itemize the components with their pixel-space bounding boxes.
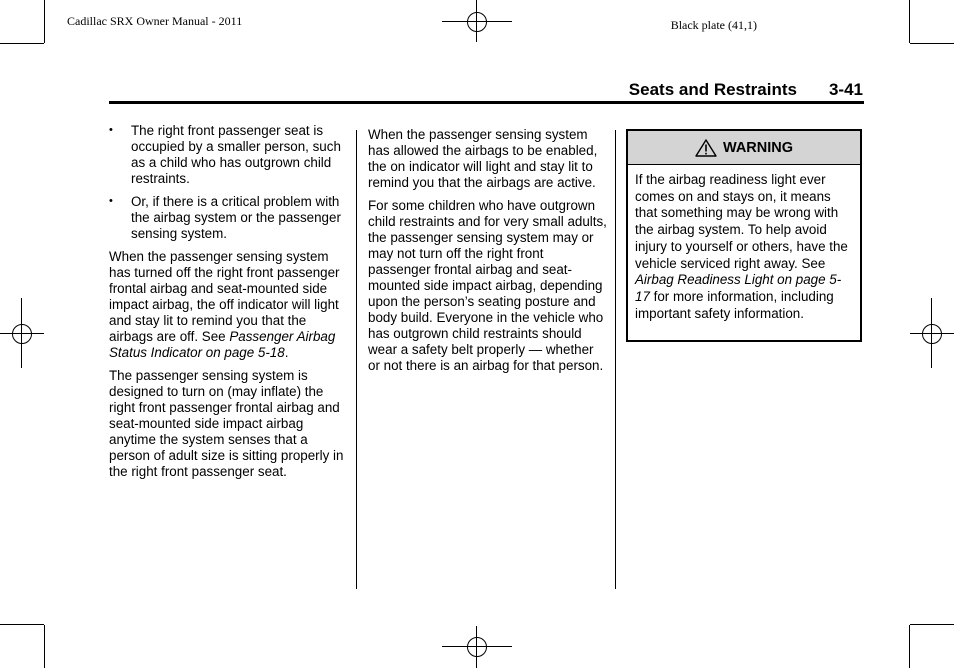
paragraph: For some children who have outgrown child restraints and for very small adults, the passenger sensing system may or may not turn off the right front passenger frontal airbag and seat-mounted side impact airbag, depending upon the person’s seating posture and body build. Everyone in the vehicle who has outgrown child restraints should wear a safety belt properly — whether or not there is an airbag for that person. bbox=[368, 198, 607, 373]
warning-box bbox=[626, 129, 862, 342]
crop-mark bbox=[0, 624, 44, 625]
column-divider bbox=[615, 130, 616, 589]
crop-mark bbox=[909, 625, 910, 668]
header-rule bbox=[109, 101, 864, 104]
paragraph: When the passenger sensing system has turned off the right front passenger frontal airbag and seat-mounted side impact airbag, the off indicator will light and stay lit to remind you that the airbags are off. See Passenger Airbag Status Indicator on page 5-18. bbox=[109, 249, 340, 360]
bullet-icon: • bbox=[109, 124, 113, 136]
crop-mark bbox=[910, 43, 954, 44]
bullet-icon: • bbox=[109, 195, 113, 207]
section-title: Seats and Restraints bbox=[628, 80, 797, 99]
cross-reference: Airbag Readiness Light on page 5-17 bbox=[635, 272, 842, 304]
crop-mark bbox=[44, 625, 45, 668]
cross-reference: Passenger Airbag Status Indicator on page 5-18 bbox=[109, 329, 336, 360]
crop-mark bbox=[0, 43, 44, 44]
column-1 bbox=[109, 123, 347, 487]
column-2 bbox=[368, 127, 608, 381]
warning-title: WARNING bbox=[722, 139, 794, 156]
warning-triangle-icon bbox=[695, 139, 717, 157]
running-head bbox=[109, 80, 863, 102]
column-divider bbox=[356, 130, 357, 589]
list-item: • The right front passenger seat is occupied by a smaller person, such as a child who has outgrown child restraints. bbox=[109, 123, 341, 186]
crop-mark bbox=[44, 0, 45, 43]
manual-title: Cadillac SRX Owner Manual - 2011 bbox=[67, 14, 243, 28]
crop-mark bbox=[909, 0, 910, 43]
page-number: 3-41 bbox=[828, 80, 863, 99]
plate-label: Black plate (41,1) bbox=[670, 18, 757, 32]
warning-text: If the airbag readiness light ever comes on and stays on, it means that something may be wrong with the airbag system. To help avoid injury to yourself or others, have the vehicle serviced right away. See Airbag Readiness Light on page 5-17 for more information, including important safety information. bbox=[635, 172, 848, 321]
paragraph: The passenger sensing system is designed to turn on (may inflate) the right front passenger frontal airbag and seat-mounted side impact airbag anytime the system senses that a person of adult size is sitting properly in the right front passenger seat. bbox=[109, 368, 344, 479]
list-item: • Or, if there is a critical problem with the airbag system or the passenger sensing system. bbox=[109, 194, 341, 241]
crop-mark bbox=[910, 624, 954, 625]
warning-header bbox=[628, 131, 860, 165]
paragraph: When the passenger sensing system has allowed the airbags to be enabled, the on indicator will light and stay lit to remind you that the airbags are active. bbox=[368, 127, 598, 190]
